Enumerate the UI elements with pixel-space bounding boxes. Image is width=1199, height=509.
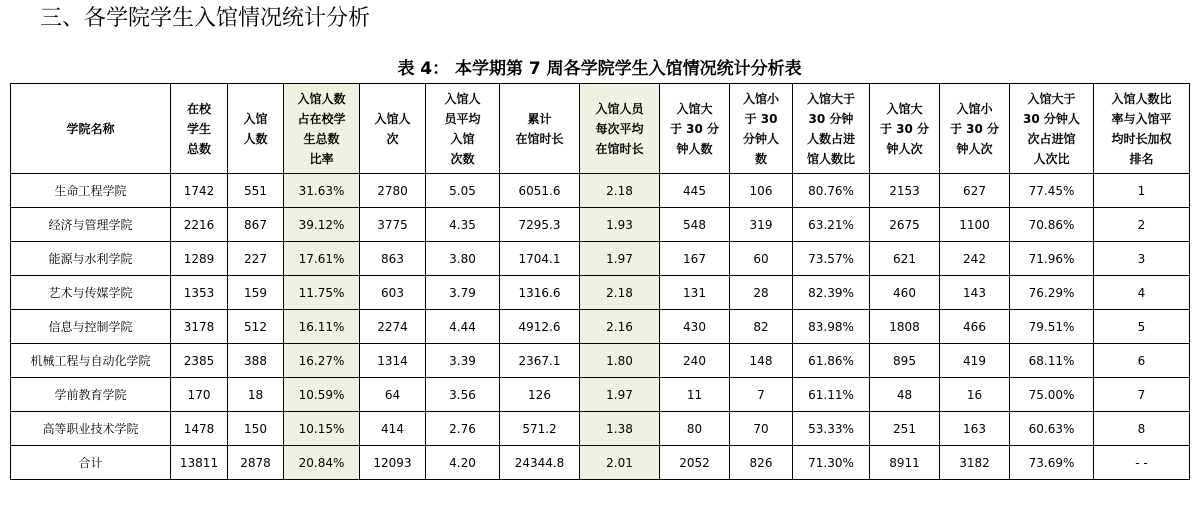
column-header-line: 钟人次 xyxy=(886,141,923,156)
column-header-line: 人数 xyxy=(243,131,268,146)
column-header-line: 入馆大 xyxy=(886,101,923,116)
table-cell: 1478 xyxy=(171,412,228,446)
table-cell: 242 xyxy=(940,242,1010,276)
column-header-line: 入馆小 xyxy=(742,91,779,106)
table-cell: 39.12% xyxy=(284,208,360,242)
column-header-line: 馆人数比 xyxy=(806,151,855,166)
table-cell: 61.86% xyxy=(793,344,870,378)
table-cell: 2.18 xyxy=(580,276,660,310)
table-row xyxy=(11,276,1190,310)
column-header-line: 于 30 xyxy=(744,111,778,126)
section-heading: 三、各学院学生入馆情况统计分析 xyxy=(40,6,371,31)
table-cell: 73.69% xyxy=(1010,446,1094,480)
column-header-line: 人次比 xyxy=(1033,151,1070,166)
column-header-line: 入馆 xyxy=(243,111,268,126)
column-header-line: 30 分钟 xyxy=(808,111,854,126)
table-cell: 48 xyxy=(870,378,940,412)
column-header-line: 入馆人 xyxy=(374,111,411,126)
column-header xyxy=(426,84,500,174)
college-name-cell: 经济与管理学院 xyxy=(11,208,171,242)
table-cell: 2675 xyxy=(870,208,940,242)
table-cell: 6 xyxy=(1094,344,1190,378)
table-cell: 18 xyxy=(228,378,284,412)
column-header xyxy=(284,84,360,174)
column-header xyxy=(793,84,870,174)
table-row xyxy=(11,412,1190,446)
table-cell: 6051.6 xyxy=(500,174,580,208)
table-cell: 1316.6 xyxy=(500,276,580,310)
table-cell: 82.39% xyxy=(793,276,870,310)
table-cell: 2878 xyxy=(228,446,284,480)
column-header-line: 次占进馆 xyxy=(1027,131,1076,146)
table-cell: 621 xyxy=(870,242,940,276)
table-cell: 2.16 xyxy=(580,310,660,344)
table-cell: 10.59% xyxy=(284,378,360,412)
column-header-line: 率与入馆平 xyxy=(1111,111,1172,126)
table-cell: 2780 xyxy=(360,174,426,208)
column-header-line: 比率 xyxy=(309,151,334,166)
table-cell: 163 xyxy=(940,412,1010,446)
table-cell: 60.63% xyxy=(1010,412,1094,446)
table-cell: 170 xyxy=(171,378,228,412)
column-header-line: 入馆人数比 xyxy=(1111,91,1172,106)
table-cell: 1353 xyxy=(171,276,228,310)
statistics-table xyxy=(10,83,1190,480)
table-cell: 71.96% xyxy=(1010,242,1094,276)
table-cell: 4.44 xyxy=(426,310,500,344)
column-header-line: 员平均 xyxy=(444,111,481,126)
table-cell: 2153 xyxy=(870,174,940,208)
table-cell: 126 xyxy=(500,378,580,412)
column-header xyxy=(940,84,1010,174)
table-cell: 4 xyxy=(1094,276,1190,310)
table-cell: 7 xyxy=(1094,378,1190,412)
column-header-line: 数 xyxy=(754,151,767,166)
table-cell: 8911 xyxy=(870,446,940,480)
table-cell: 8 xyxy=(1094,412,1190,446)
table-cell: 466 xyxy=(940,310,1010,344)
table-cell: 31.63% xyxy=(284,174,360,208)
column-header-line: 入馆大 xyxy=(676,101,713,116)
column-header-line: 于 30 分 xyxy=(879,121,930,136)
table-row xyxy=(11,242,1190,276)
table-cell: 571.2 xyxy=(500,412,580,446)
column-header-line: 入馆人数 xyxy=(297,91,346,106)
table-cell: 627 xyxy=(940,174,1010,208)
table-cell: 3775 xyxy=(360,208,426,242)
table-cell: 419 xyxy=(940,344,1010,378)
column-header-line: 次 xyxy=(386,131,399,146)
table-row xyxy=(11,378,1190,412)
table-cell: 10.15% xyxy=(284,412,360,446)
table-cell: 1 xyxy=(1094,174,1190,208)
table-cell: 4.35 xyxy=(426,208,500,242)
table-cell: 71.30% xyxy=(793,446,870,480)
column-header-line: 于 30 分 xyxy=(949,121,1000,136)
table-cell: 167 xyxy=(660,242,730,276)
college-name-cell: 机械工程与自动化学院 xyxy=(11,344,171,378)
table-cell: 28 xyxy=(730,276,793,310)
table-cell: 7295.3 xyxy=(500,208,580,242)
table-cell: 20.84% xyxy=(284,446,360,480)
column-header-line: 入馆大于 xyxy=(1027,91,1076,106)
column-header-line: 次数 xyxy=(450,151,475,166)
table-cell: 12093 xyxy=(360,446,426,480)
college-name-cell: 学前教育学院 xyxy=(11,378,171,412)
table-cell: 3178 xyxy=(171,310,228,344)
column-header-line: 学院名称 xyxy=(66,121,115,136)
table-cell: 3.56 xyxy=(426,378,500,412)
table-cell: 826 xyxy=(730,446,793,480)
table-cell: 80.76% xyxy=(793,174,870,208)
column-header-line: 累计 xyxy=(527,111,552,126)
column-header xyxy=(870,84,940,174)
table-cell: 148 xyxy=(730,344,793,378)
column-header xyxy=(228,84,284,174)
table-cell: 1.97 xyxy=(580,242,660,276)
table-cell: 13811 xyxy=(171,446,228,480)
table-cell: 227 xyxy=(228,242,284,276)
table-cell: 2 xyxy=(1094,208,1190,242)
column-header-line: 学生 xyxy=(186,121,211,136)
table-cell: 2367.1 xyxy=(500,344,580,378)
table-cell: 603 xyxy=(360,276,426,310)
table-row xyxy=(11,310,1190,344)
table-row xyxy=(11,174,1190,208)
table-cell: 16.11% xyxy=(284,310,360,344)
column-header-line: 人数占进 xyxy=(806,131,855,146)
table-caption: 表 4： 本学期第 7 周各学院学生入馆情况统计分析表 xyxy=(397,59,802,79)
column-header-line: 入馆大于 xyxy=(806,91,855,106)
table-cell: 7 xyxy=(730,378,793,412)
table-cell: 867 xyxy=(228,208,284,242)
college-name-cell: 艺术与传媒学院 xyxy=(11,276,171,310)
column-header-line: 分钟人 xyxy=(742,131,779,146)
table-cell: 143 xyxy=(940,276,1010,310)
table-cell: 3.80 xyxy=(426,242,500,276)
table-cell: 2385 xyxy=(171,344,228,378)
table-cell: 895 xyxy=(870,344,940,378)
table-cell: 3182 xyxy=(940,446,1010,480)
column-header xyxy=(660,84,730,174)
table-cell: 64 xyxy=(360,378,426,412)
table-cell: 1.97 xyxy=(580,378,660,412)
column-header-line: 入馆人 xyxy=(444,91,481,106)
column-header-line: 在馆时长 xyxy=(595,141,644,156)
college-name-cell: 能源与水利学院 xyxy=(11,242,171,276)
table-cell: 5.05 xyxy=(426,174,500,208)
table-cell: 319 xyxy=(730,208,793,242)
table-cell: 1314 xyxy=(360,344,426,378)
table-cell: 2216 xyxy=(171,208,228,242)
table-cell: 159 xyxy=(228,276,284,310)
table-cell: 2052 xyxy=(660,446,730,480)
table-cell: 3.39 xyxy=(426,344,500,378)
column-header-line: 总数 xyxy=(186,141,211,156)
table-cell: 82 xyxy=(730,310,793,344)
table-cell: 430 xyxy=(660,310,730,344)
table-cell: 1742 xyxy=(171,174,228,208)
column-header-line: 30 分钟人 xyxy=(1023,111,1080,126)
table-cell: 150 xyxy=(228,412,284,446)
table-row xyxy=(11,208,1190,242)
table-row xyxy=(11,344,1190,378)
table-cell: 2274 xyxy=(360,310,426,344)
table-cell: 79.51% xyxy=(1010,310,1094,344)
column-header-line: 入馆 xyxy=(450,131,475,146)
column-header-line: 入馆人员 xyxy=(595,101,644,116)
column-header-line: 生总数 xyxy=(303,131,340,146)
table-cell: 70 xyxy=(730,412,793,446)
table-cell: 548 xyxy=(660,208,730,242)
column-header xyxy=(360,84,426,174)
table-cell: 1100 xyxy=(940,208,1010,242)
table-body xyxy=(11,174,1190,480)
table-cell: 2.01 xyxy=(580,446,660,480)
column-header-line: 入馆小 xyxy=(956,101,993,116)
table-cell: 512 xyxy=(228,310,284,344)
table-cell: 80 xyxy=(660,412,730,446)
table-cell: 445 xyxy=(660,174,730,208)
table-cell: 61.11% xyxy=(793,378,870,412)
table-cell: 251 xyxy=(870,412,940,446)
table-cell: 1808 xyxy=(870,310,940,344)
column-header-line: 于 30 分 xyxy=(669,121,720,136)
table-cell: 68.11% xyxy=(1010,344,1094,378)
column-header xyxy=(11,84,171,174)
table-cell: 3 xyxy=(1094,242,1190,276)
table-cell: 60 xyxy=(730,242,793,276)
table-cell: 24344.8 xyxy=(500,446,580,480)
column-header xyxy=(171,84,228,174)
column-header xyxy=(1010,84,1094,174)
column-header-line: 钟人次 xyxy=(956,141,993,156)
table-cell: 70.86% xyxy=(1010,208,1094,242)
table-cell: 1289 xyxy=(171,242,228,276)
column-header xyxy=(1094,84,1190,174)
table-cell: 4912.6 xyxy=(500,310,580,344)
table-cell: 4.20 xyxy=(426,446,500,480)
table-cell: 76.29% xyxy=(1010,276,1094,310)
table-cell: 16.27% xyxy=(284,344,360,378)
table-cell: 2.18 xyxy=(580,174,660,208)
table-cell: 11.75% xyxy=(284,276,360,310)
column-header-line: 每次平均 xyxy=(595,121,644,136)
table-cell: 460 xyxy=(870,276,940,310)
table-cell: - - xyxy=(1094,446,1190,480)
column-header-line: 在校 xyxy=(186,101,211,116)
table-cell: 11 xyxy=(660,378,730,412)
column-header-line: 排名 xyxy=(1129,151,1154,166)
table-cell: 16 xyxy=(940,378,1010,412)
table-cell: 240 xyxy=(660,344,730,378)
table-cell: 1.80 xyxy=(580,344,660,378)
college-name-cell: 合计 xyxy=(11,446,171,480)
column-header-line: 钟人数 xyxy=(676,141,713,156)
table-cell: 414 xyxy=(360,412,426,446)
table-cell: 53.33% xyxy=(793,412,870,446)
table-cell: 1.38 xyxy=(580,412,660,446)
column-header-line: 占在校学 xyxy=(297,111,346,126)
column-header-line: 在馆时长 xyxy=(515,131,564,146)
column-header xyxy=(730,84,793,174)
table-cell: 131 xyxy=(660,276,730,310)
column-header xyxy=(500,84,580,174)
table-cell: 1.93 xyxy=(580,208,660,242)
college-name-cell: 生命工程学院 xyxy=(11,174,171,208)
table-cell: 73.57% xyxy=(793,242,870,276)
table-cell: 106 xyxy=(730,174,793,208)
column-header xyxy=(580,84,660,174)
table-cell: 2.76 xyxy=(426,412,500,446)
table-cell: 1704.1 xyxy=(500,242,580,276)
table-cell: 551 xyxy=(228,174,284,208)
table-cell: 75.00% xyxy=(1010,378,1094,412)
table-cell: 83.98% xyxy=(793,310,870,344)
table-cell: 17.61% xyxy=(284,242,360,276)
college-name-cell: 高等职业技术学院 xyxy=(11,412,171,446)
table-cell: 3.79 xyxy=(426,276,500,310)
table-cell: 63.21% xyxy=(793,208,870,242)
table-header-row xyxy=(11,84,1190,174)
table-cell: 863 xyxy=(360,242,426,276)
table-cell: 388 xyxy=(228,344,284,378)
table-cell: 77.45% xyxy=(1010,174,1094,208)
table-row xyxy=(11,446,1190,480)
column-header-line: 均时长加权 xyxy=(1111,131,1172,146)
table-cell: 5 xyxy=(1094,310,1190,344)
college-name-cell: 信息与控制学院 xyxy=(11,310,171,344)
